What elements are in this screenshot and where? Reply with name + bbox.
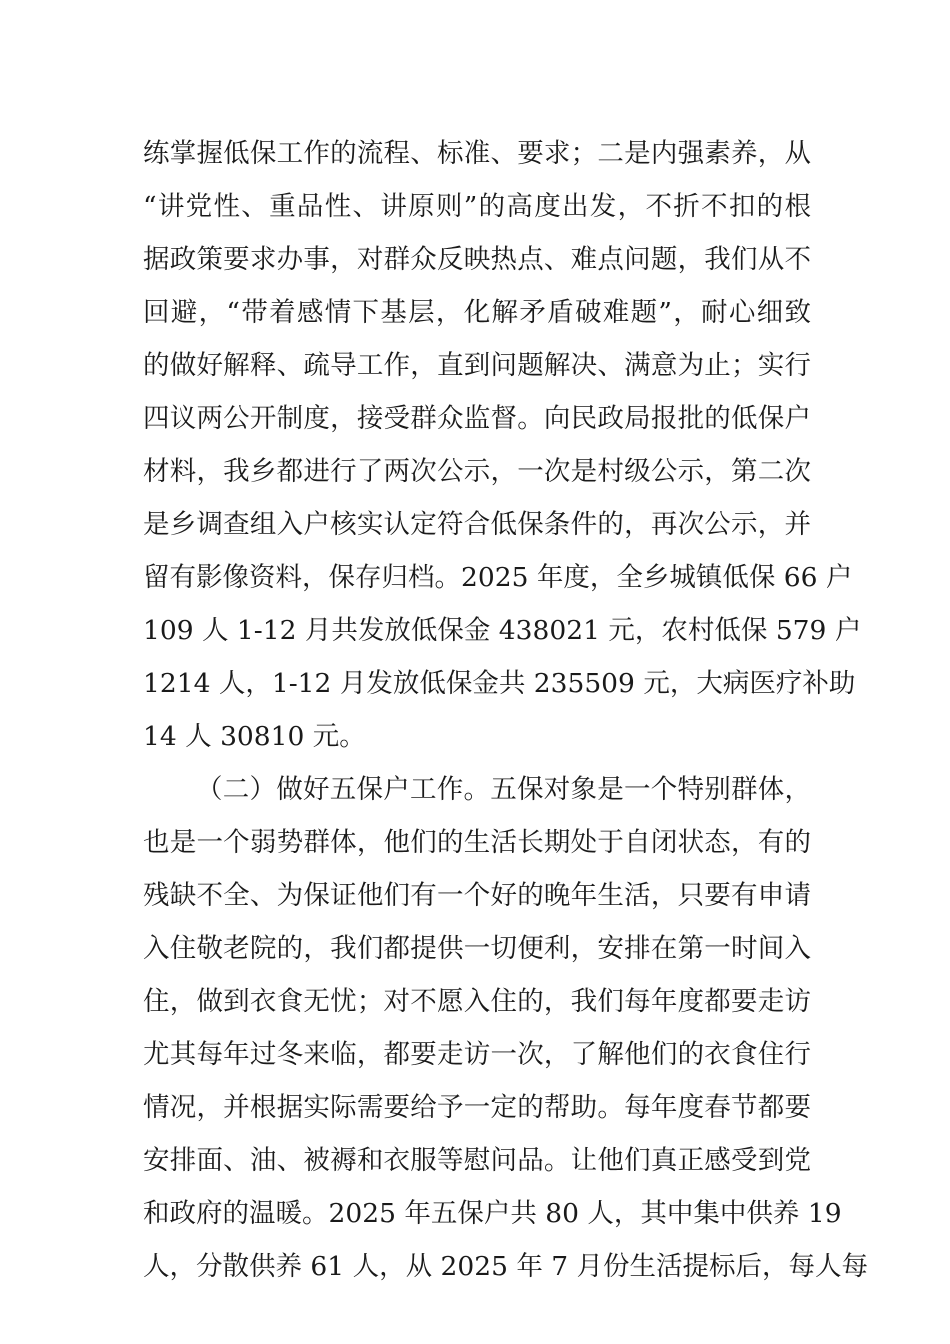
text-line-18: 尤其每年过冬来临，都要走访一次，了解他们的衣食住行 — [143, 1039, 811, 1070]
text-line-6: 四议两公开制度，接受群众监督。向民政局报批的低保户 — [143, 403, 811, 434]
document-body — [143, 127, 869, 1293]
text-line-12: 14 人 30810 元。 — [143, 721, 366, 752]
text-line-16: 入住敬老院的，我们都提供一切便利，安排在第一时间入 — [143, 933, 811, 964]
text-line-10: 109 人 1-12 月共发放低保金 438021 元，农村低保 579 户 — [143, 615, 862, 646]
text-line-4: 回避，“带着感情下基层，化解矛盾破难题”，耐心细致 — [143, 297, 811, 328]
text-line-11: 1214 人，1-12 月发放低保金共 235509 元，大病医疗补助 — [143, 668, 856, 699]
text-line-1: 练掌握低保工作的流程、标准、要求；二是内强素养，从 — [143, 138, 811, 169]
text-line-22: 人，分散供养 61 人，从 2025 年 7 月份生活提标后，每人每 — [143, 1251, 869, 1282]
text-line-19: 情况，并根据实际需要给予一定的帮助。每年度春节都要 — [143, 1092, 811, 1123]
text-line-7: 材料，我乡都进行了两次公示，一次是村级公示，第二次 — [143, 456, 811, 487]
text-line-15: 残缺不全、为保证他们有一个好的晚年生活，只要有申请 — [143, 880, 811, 911]
text-line-5: 的做好解释、疏导工作，直到问题解决、满意为止；实行 — [143, 350, 811, 381]
text-line-9: 留有影像资料，保存归档。2025 年度，全乡城镇低保 66 户 — [143, 562, 853, 593]
text-line-14: 也是一个弱势群体，他们的生活长期处于自闭状态，有的 — [143, 827, 811, 858]
text-line-17: 住，做到衣食无忧；对不愿入住的，我们每年度都要走访 — [143, 986, 811, 1017]
text-line-3: 据政策要求办事，对群众反映热点、难点问题，我们从不 — [143, 244, 811, 275]
text-line-2: “讲党性、重品性、讲原则”的高度出发，不折不扣的根 — [143, 191, 811, 222]
text-line-8: 是乡调查组入户核实认定符合低保条件的，再次公示，并 — [143, 509, 811, 540]
section-heading-line: （二）做好五保户工作。五保对象是一个特别群体， — [196, 774, 811, 805]
text-line-21: 和政府的温暖。2025 年五保户共 80 人，其中集中供养 19 — [143, 1198, 842, 1229]
text-line-20: 安排面、油、被褥和衣服等慰问品。让他们真正感受到党 — [143, 1145, 811, 1176]
